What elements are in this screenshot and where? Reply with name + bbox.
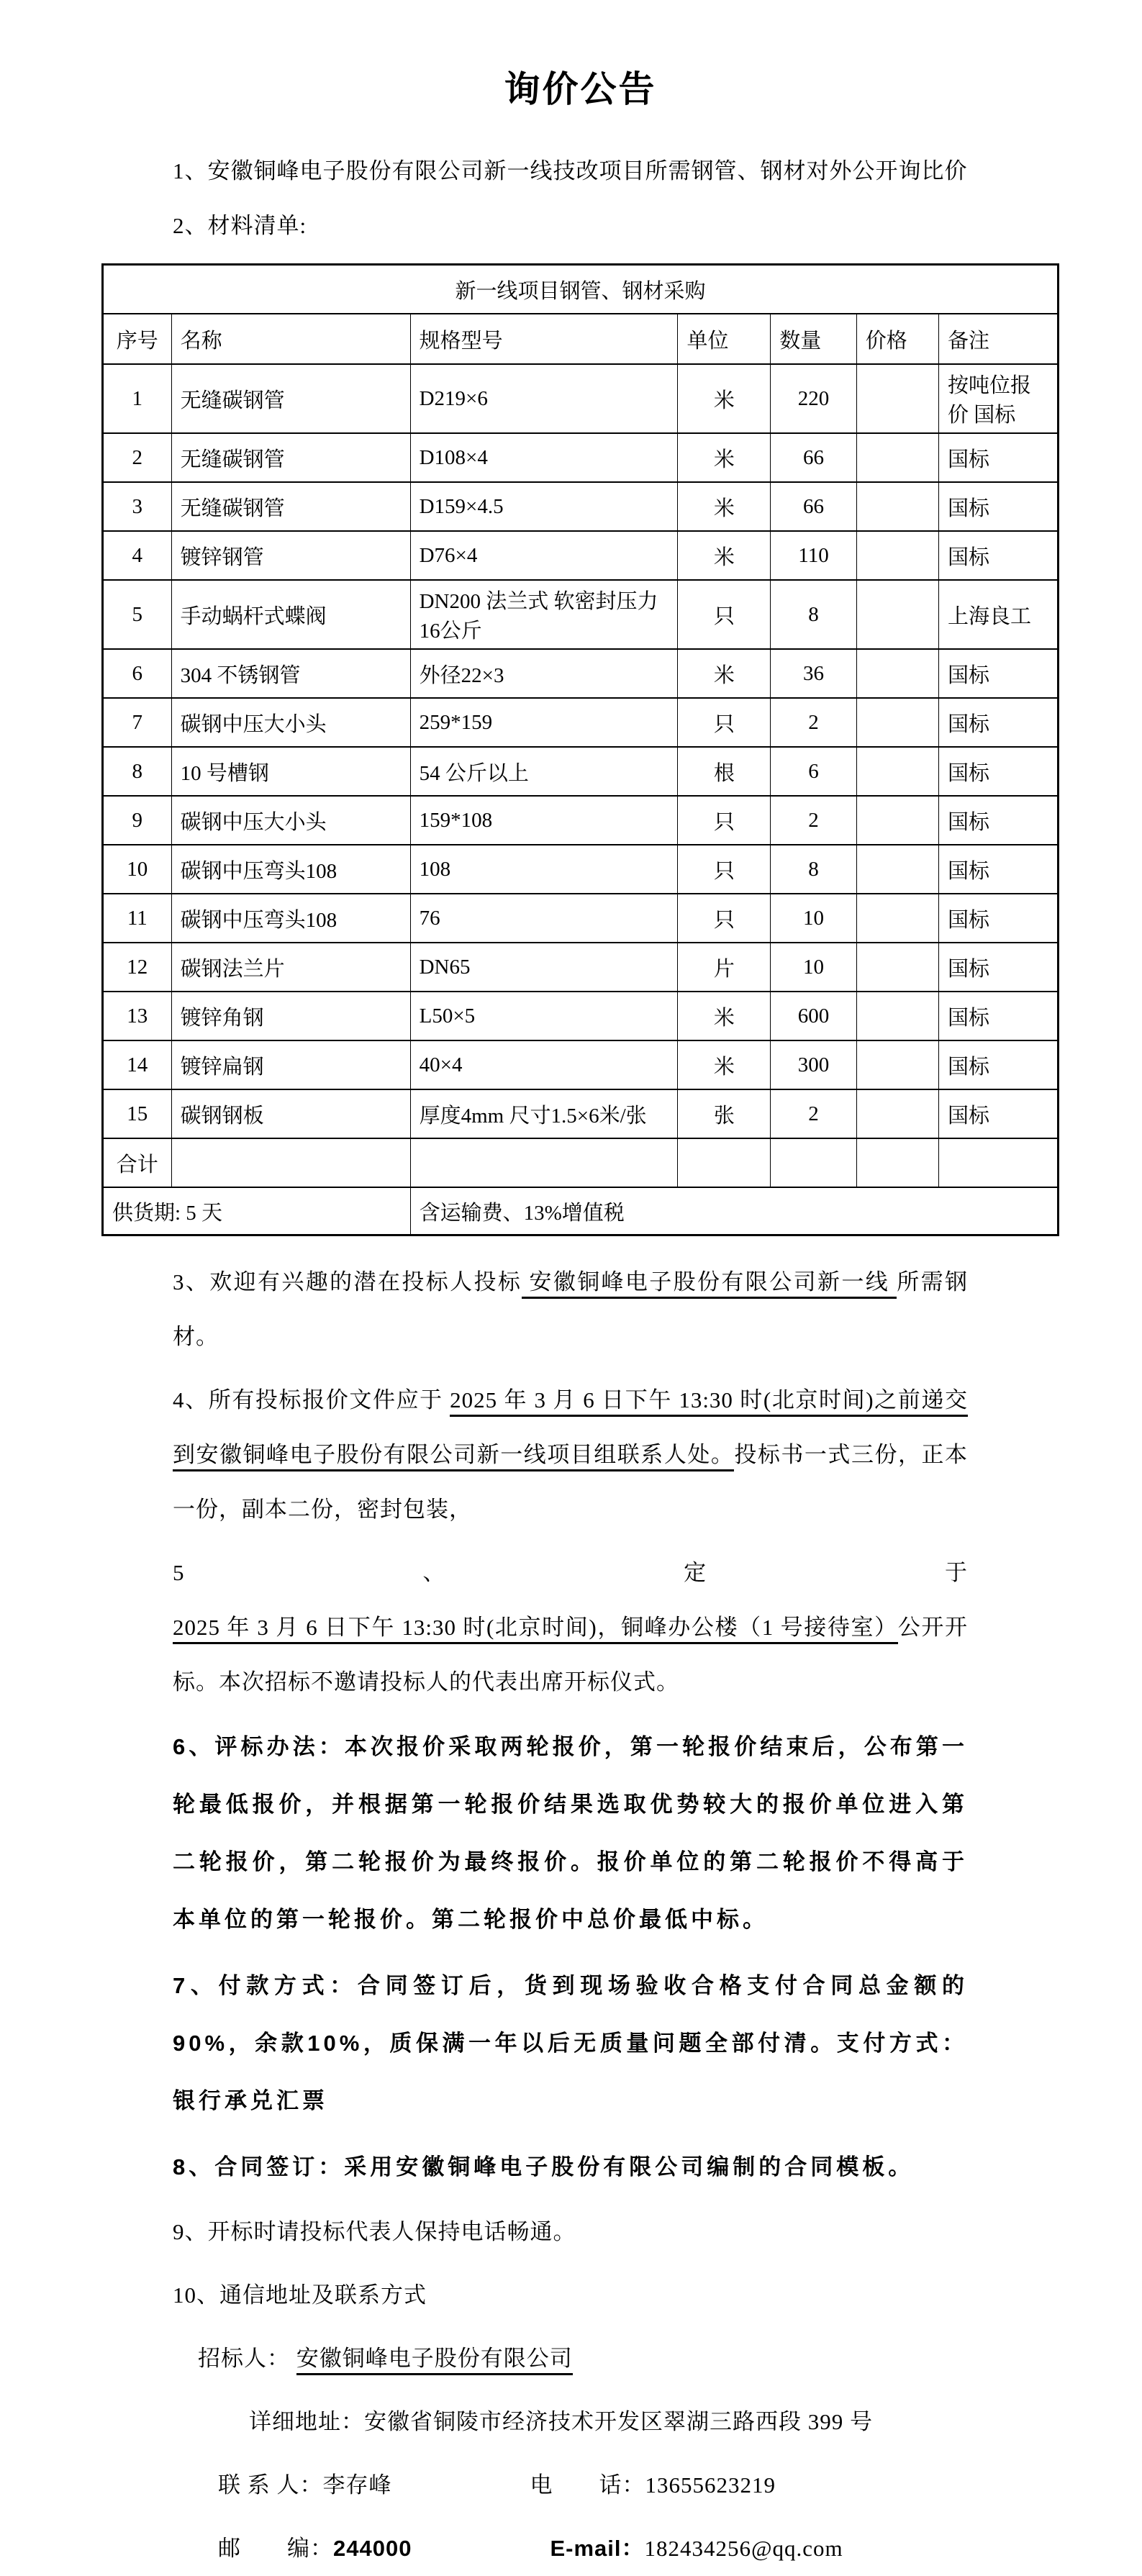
contact-person-phone — [218, 2458, 1030, 2513]
supply-row — [103, 1187, 1059, 1235]
text-segment: 公开开标。本次招标不邀请投标人的代表出席开标仪式。 — [173, 1615, 968, 1695]
column-header: 备注 — [938, 314, 1058, 364]
table-cell: 600 — [771, 992, 857, 1040]
table-cell: 3 — [103, 482, 172, 531]
text-segment: 8、合同签订：采用安徽铜峰电子股份有限公司编制的合同模板。 — [173, 2154, 915, 2180]
text-segment: 详细地址：安徽省铜陵市经济技术开发区翠湖三路西段 399 号 — [249, 2409, 873, 2434]
table-cell: 碳钢中压大小头 — [171, 698, 410, 747]
text-segment: 邮 编： — [218, 2536, 333, 2561]
table-cell — [856, 943, 938, 992]
table-cell: 国标 — [938, 433, 1058, 482]
table-cell — [856, 992, 938, 1040]
total-empty-cell — [771, 1138, 857, 1187]
table-cell: 国标 — [938, 796, 1058, 845]
intro-line-2: 2、材料清单: — [173, 213, 307, 238]
column-header: 价格 — [856, 314, 938, 364]
table-cell: 只 — [678, 698, 771, 747]
table-cell: 外径22×3 — [410, 649, 678, 698]
table-cell: 国标 — [938, 482, 1058, 531]
table-cell: 2 — [771, 698, 857, 747]
table-cell: 碳钢中压弯头108 — [171, 845, 410, 894]
text-segment — [412, 2536, 550, 2561]
table-cell: 国标 — [938, 531, 1058, 580]
table-cell: 手动蜗杆式蝶阀 — [171, 580, 410, 649]
table-cell: 只 — [678, 580, 771, 649]
total-row — [103, 1138, 1059, 1187]
table-cell: 300 — [771, 1040, 857, 1089]
clause-9 — [173, 2205, 968, 2259]
text-segment: 6、评标办法：本次报价采取两轮报价，第一轮报价结束后，公布第一轮最低报价，并根据第一轮报价结果选取优势较大的报价单位进入第二轮报价，第二轮报价为最终报价。报价单位的第二轮报价不得高于本单位的第一轮报价。第二轮报价中总价最低中标。 — [173, 1734, 968, 1932]
table-cell — [856, 845, 938, 894]
intro-block — [173, 144, 968, 253]
text-segment: 投标书一式三份，正本一份，副本二份，密封包装， — [173, 1442, 969, 1522]
table-cell: 米 — [678, 531, 771, 580]
table-row — [103, 796, 1059, 845]
total-empty-cell — [171, 1138, 410, 1187]
table-row — [103, 433, 1059, 482]
table-cell: 14 — [103, 1040, 172, 1089]
column-header: 单位 — [678, 314, 771, 364]
table-caption: 新一线项目钢管、钢材采购 — [103, 265, 1059, 314]
text-segment: 7、付款方式：合同签订后，货到现场验收合格支付合同总金额的90%，余款10%，质保满一年以后无质量问题全部付清。支付方式：银行承兑汇票 — [173, 1973, 968, 2113]
table-cell: 159*108 — [410, 796, 678, 845]
table-cell: 国标 — [938, 943, 1058, 992]
table-cell: 无缝碳钢管 — [171, 433, 410, 482]
table-cell: 镀锌钢管 — [171, 531, 410, 580]
table-cell: 10 号槽钢 — [171, 747, 410, 796]
table-cell: 按吨位报价 国标 — [938, 364, 1058, 433]
intro-line-1: 1、安徽铜峰电子股份有限公司新一线技改项目所需钢管、钢材对外公开询比价 — [173, 158, 968, 183]
table-cell — [856, 1040, 938, 1089]
table-cell: 5 — [103, 580, 172, 649]
table-row — [103, 1089, 1059, 1138]
table-cell — [856, 1089, 938, 1138]
table-row — [103, 943, 1059, 992]
text-segment: 联 系 人：李存峰 — [218, 2472, 392, 2498]
clause-6 — [173, 1718, 968, 1949]
table-cell: 米 — [678, 364, 771, 433]
supply-period: 供货期: 5 天 — [103, 1187, 411, 1235]
table-cell: 碳钢中压弯头108 — [171, 894, 410, 943]
underlined-text: 2025 年 3 月 6 日下午 13:30 时(北京时间)之前递交到安徽铜峰电子股份有限公司新一线项目组联系人处。 — [173, 1387, 968, 1471]
table-cell: 8 — [771, 845, 857, 894]
table-cell: 220 — [771, 364, 857, 433]
table-row — [103, 1040, 1059, 1089]
table-cell — [856, 894, 938, 943]
total-empty-cell — [410, 1138, 678, 1187]
text-segment: 招标人： — [198, 2346, 296, 2371]
column-header: 数量 — [771, 314, 857, 364]
clause-4 — [173, 1373, 968, 1537]
table-caption-row — [103, 265, 1059, 314]
table-cell — [856, 796, 938, 845]
table-cell: 碳钢法兰片 — [171, 943, 410, 992]
table-cell — [856, 747, 938, 796]
clause-10 — [173, 2268, 968, 2323]
contact-bidder — [198, 2331, 1030, 2386]
table-cell: 36 — [771, 649, 857, 698]
table-cell: 镀锌角钢 — [171, 992, 410, 1040]
table-row — [103, 580, 1059, 649]
table-cell: 国标 — [938, 992, 1058, 1040]
table-cell: 12 — [103, 943, 172, 992]
table-row — [103, 364, 1059, 433]
table-cell: 2 — [103, 433, 172, 482]
table-cell: 米 — [678, 482, 771, 531]
table-cell: 6 — [103, 649, 172, 698]
table-cell: 76 — [410, 894, 678, 943]
table-cell: 国标 — [938, 1040, 1058, 1089]
table-row — [103, 747, 1059, 796]
table-cell: 张 — [678, 1089, 771, 1138]
table-cell: 上海良工 — [938, 580, 1058, 649]
supply-note: 含运输费、13%增值税 — [410, 1187, 1058, 1235]
text-segment: 244000 — [333, 2536, 412, 2561]
table-cell: 碳钢钢板 — [171, 1089, 410, 1138]
table-cell: 15 — [103, 1089, 172, 1138]
table-cell: 11 — [103, 894, 172, 943]
table-cell: 只 — [678, 894, 771, 943]
table-cell — [856, 698, 938, 747]
table-cell: 8 — [103, 747, 172, 796]
table-cell: 米 — [678, 1040, 771, 1089]
table-cell: 2 — [771, 1089, 857, 1138]
text-segment: 182434256@qq.com — [644, 2536, 843, 2561]
table-cell: D159×4.5 — [410, 482, 678, 531]
table-cell: 根 — [678, 747, 771, 796]
table-row — [103, 992, 1059, 1040]
table-cell: DN200 法兰式 软密封压力16公斤 — [410, 580, 678, 649]
text-segment: E-mail： — [550, 2536, 645, 2561]
table-cell: 国标 — [938, 845, 1058, 894]
table-row — [103, 531, 1059, 580]
table-cell: 片 — [678, 943, 771, 992]
table-cell: 镀锌扁钢 — [171, 1040, 410, 1089]
table-cell: 66 — [771, 482, 857, 531]
table-cell: 国标 — [938, 894, 1058, 943]
total-empty-cell — [678, 1138, 771, 1187]
table-cell: 304 不锈钢管 — [171, 649, 410, 698]
table-cell: 40×4 — [410, 1040, 678, 1089]
text-segment: 3、欢迎有兴趣的潜在投标人投标 — [173, 1269, 522, 1294]
column-header: 名称 — [171, 314, 410, 364]
total-empty-cell — [856, 1138, 938, 1187]
table-cell: 8 — [771, 580, 857, 649]
table-cell: D108×4 — [410, 433, 678, 482]
clause-3 — [173, 1255, 968, 1364]
table-cell: 10 — [771, 894, 857, 943]
clause-7 — [173, 1957, 968, 2130]
table-cell: 259*159 — [410, 698, 678, 747]
clauses-block — [101, 1255, 1059, 2576]
table-cell: D219×6 — [410, 364, 678, 433]
table-cell: 54 公斤以上 — [410, 747, 678, 796]
table-row — [103, 482, 1059, 531]
table-cell: 米 — [678, 433, 771, 482]
table-cell: 无缝碳钢管 — [171, 364, 410, 433]
page-title: 询价公告 — [504, 69, 657, 109]
underlined-text: 2025 年 3 月 6 日下午 13:30 时(北京时间)，铜峰办公楼（1 号接待室） — [173, 1615, 898, 1644]
contact-address — [249, 2395, 1030, 2449]
table-cell: 国标 — [938, 649, 1058, 698]
table-cell: 13 — [103, 992, 172, 1040]
table-cell: DN65 — [410, 943, 678, 992]
table-cell: 10 — [103, 845, 172, 894]
text-segment: 电 话：13655623219 — [530, 2472, 776, 2498]
text-segment: 4、所有投标报价文件应于 — [173, 1387, 450, 1412]
table-cell: 1 — [103, 364, 172, 433]
table-cell: 只 — [678, 796, 771, 845]
total-empty-cell — [938, 1138, 1058, 1187]
table-cell — [856, 580, 938, 649]
clause-5 — [173, 1546, 968, 1710]
table-cell: 110 — [771, 531, 857, 580]
table-cell: 国标 — [938, 698, 1058, 747]
table-cell: 国标 — [938, 747, 1058, 796]
table-row — [103, 894, 1059, 943]
text-segment: 10、通信地址及联系方式 — [173, 2282, 427, 2308]
table-cell — [856, 531, 938, 580]
table-cell: 66 — [771, 433, 857, 482]
table-cell — [856, 433, 938, 482]
text-segment: 所需钢材。 — [173, 1269, 968, 1349]
table-cell — [856, 649, 938, 698]
table-cell: 108 — [410, 845, 678, 894]
table-cell: 2 — [771, 796, 857, 845]
text-segment — [392, 2472, 530, 2498]
table-cell: 国标 — [938, 1089, 1058, 1138]
table-cell: 只 — [678, 845, 771, 894]
table-cell: 10 — [771, 943, 857, 992]
table-cell: 米 — [678, 992, 771, 1040]
underlined-text: 安徽铜峰电子股份有限公司 — [296, 2346, 573, 2375]
table-row — [103, 649, 1059, 698]
clause-8 — [173, 2139, 968, 2196]
text-segment: 5、定于 — [173, 1560, 968, 1585]
table-cell: 6 — [771, 747, 857, 796]
column-header: 序号 — [103, 314, 172, 364]
table-row — [103, 698, 1059, 747]
materials-table — [101, 263, 1059, 1236]
text-segment: 9、开标时请投标代表人保持电话畅通。 — [173, 2219, 576, 2244]
underlined-text: 安徽铜峰电子股份有限公司新一线 — [522, 1269, 897, 1299]
table-cell: 4 — [103, 531, 172, 580]
column-header: 规格型号 — [410, 314, 678, 364]
total-label: 合计 — [103, 1138, 172, 1187]
table-cell: 厚度4mm 尺寸1.5×6米/张 — [410, 1089, 678, 1138]
table-cell: D76×4 — [410, 531, 678, 580]
table-cell: L50×5 — [410, 992, 678, 1040]
table-cell: 米 — [678, 649, 771, 698]
table-cell: 9 — [103, 796, 172, 845]
table-cell — [856, 482, 938, 531]
table-cell: 无缝碳钢管 — [171, 482, 410, 531]
contact-zip-email — [218, 2521, 1030, 2576]
table-cell: 7 — [103, 698, 172, 747]
table-row — [103, 845, 1059, 894]
table-cell: 碳钢中压大小头 — [171, 796, 410, 845]
table-header-row — [103, 314, 1059, 364]
table-cell — [856, 364, 938, 433]
